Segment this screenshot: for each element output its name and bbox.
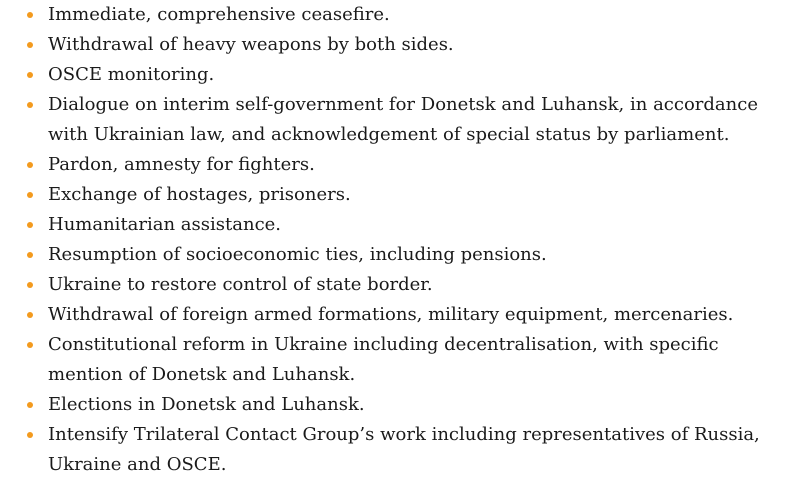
bullet-icon [27, 162, 33, 168]
list-item [0, 300, 790, 330]
bullet-icon [27, 282, 33, 288]
list-item-text: Dialogue on interim self-government for Donetsk and Luhansk, in accordance with Ukrainian law, and acknowledgement of special status by parliament. [48, 94, 758, 145]
list-item-text: Immediate, comprehensive ceasefire. [48, 4, 390, 25]
list-item [0, 150, 790, 180]
list-item-text: Intensify Trilateral Contact Group’s work including representatives of Russia, Ukraine and OSCE. [48, 424, 760, 475]
list-item [0, 30, 790, 60]
list-item-text: Humanitarian assistance. [48, 214, 282, 235]
bullet-icon [27, 12, 33, 18]
list-item [0, 210, 790, 240]
list-item [0, 240, 790, 270]
list-item [0, 60, 790, 90]
list-item [0, 180, 790, 210]
list-item [0, 330, 790, 390]
bullet-icon [27, 72, 33, 78]
bullet-icon [27, 102, 33, 108]
list-item [0, 90, 790, 150]
list-item-text: Ukraine to restore control of state border. [48, 274, 433, 295]
list-item [0, 390, 790, 420]
list-item-text: Withdrawal of foreign armed formations, military equipment, mercenaries. [48, 304, 734, 325]
bullet-icon [27, 402, 33, 408]
list-item-text: OSCE monitoring. [48, 64, 215, 85]
list-item-text: Exchange of hostages, prisoners. [48, 184, 351, 205]
list-item-text: Resumption of socioeconomic ties, including pensions. [48, 244, 547, 265]
bullet-icon [27, 252, 33, 258]
bullet-icon [27, 42, 33, 48]
list-item-text: Elections in Donetsk and Luhansk. [48, 394, 365, 415]
list-item-text: Pardon, amnesty for fighters. [48, 154, 315, 175]
bullet-icon [27, 222, 33, 228]
list-item [0, 0, 790, 30]
list-item [0, 270, 790, 300]
list-item-text: Constitutional reform in Ukraine including decentralisation, with specific mention of Donetsk and Luhansk. [48, 334, 719, 385]
list-item-text: Withdrawal of heavy weapons by both sides. [48, 34, 454, 55]
bullet-icon [27, 432, 33, 438]
bullet-icon [27, 192, 33, 198]
bullet-icon [27, 312, 33, 318]
list-item [0, 420, 790, 480]
bullet-icon [27, 342, 33, 348]
